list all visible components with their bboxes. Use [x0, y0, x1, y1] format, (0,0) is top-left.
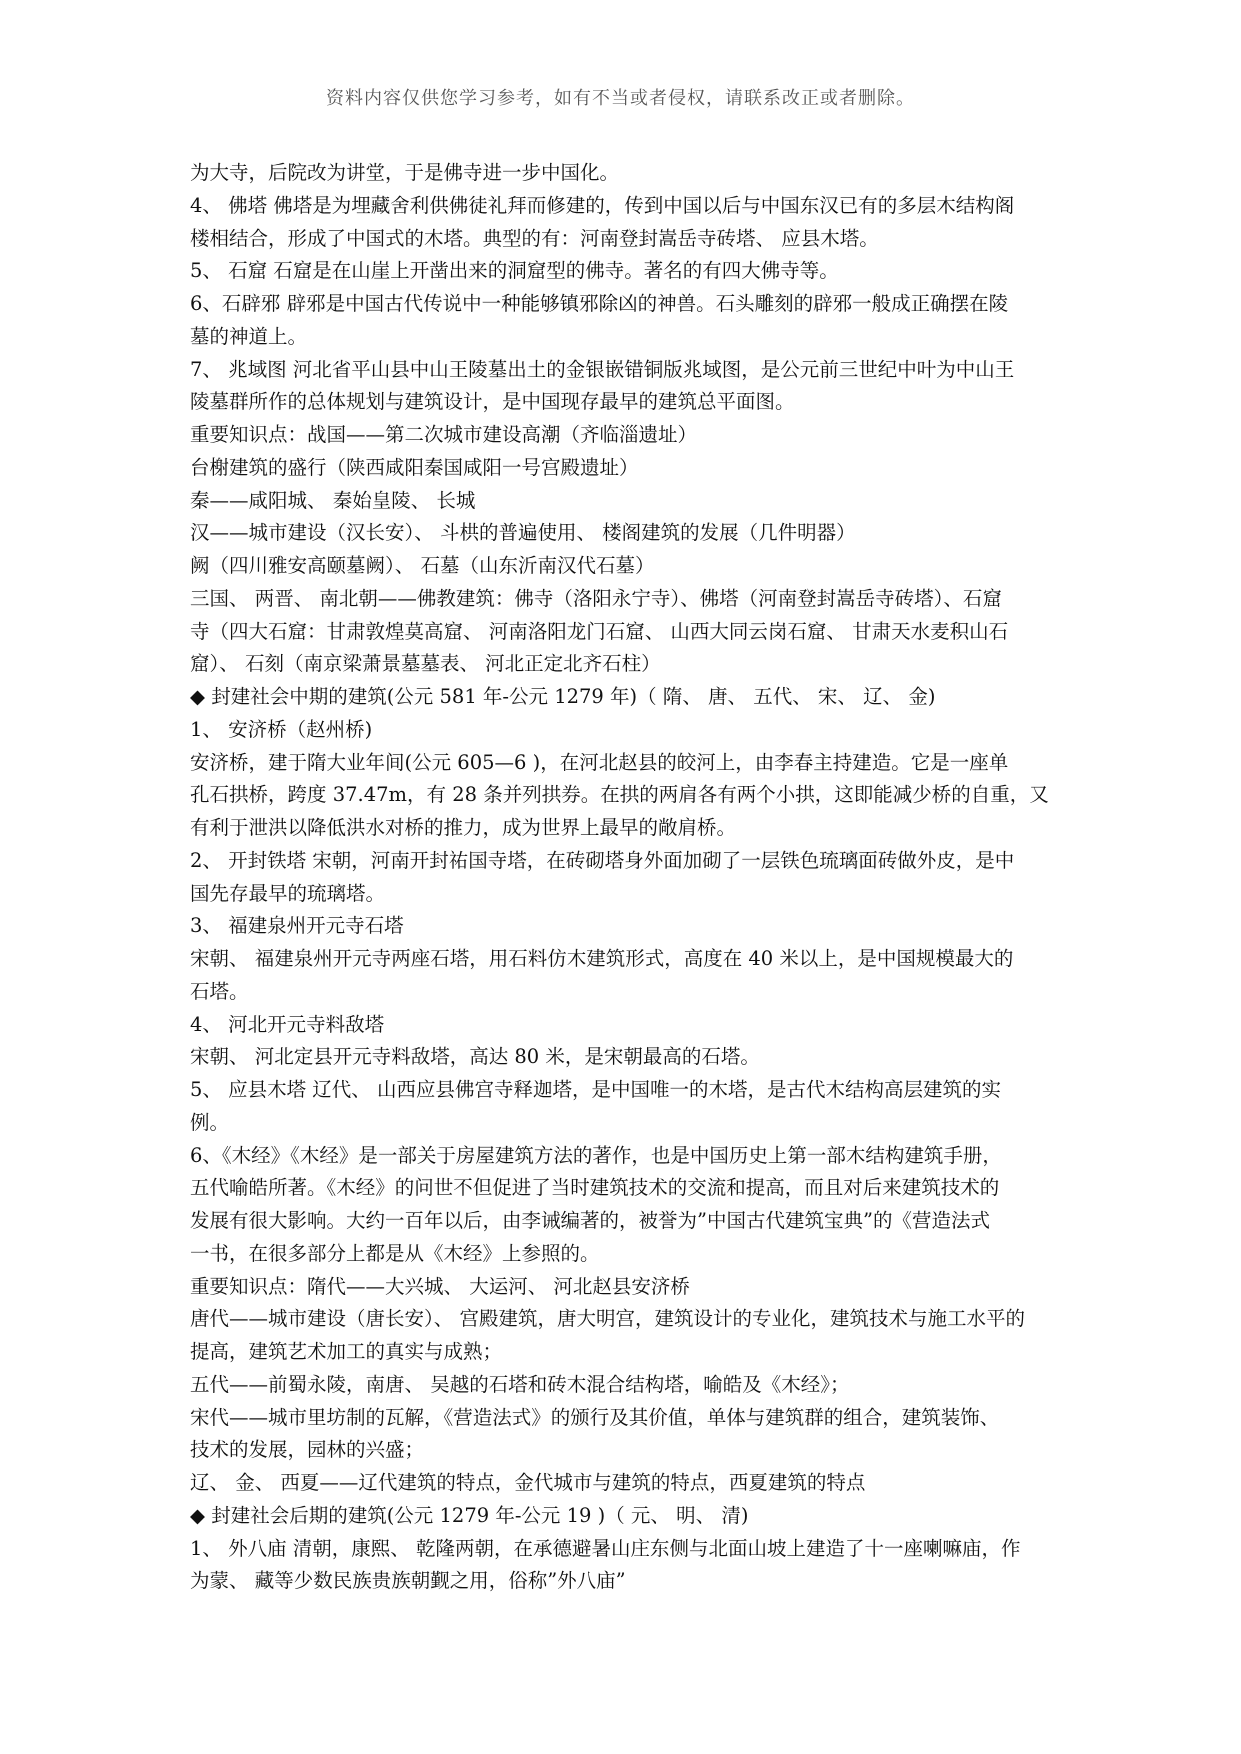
text-line: 为蒙、 藏等少数民族贵族朝觐之用，俗称”外八庙” [190, 1569, 626, 1593]
text-line: 秦——咸阳城、 秦始皇陵、 长城 [190, 488, 476, 512]
text-line: 6、《木经》《木经》是一部关于房屋建筑方法的著作，也是中国历史上第一部木结构建筑手册， [190, 1143, 1002, 1167]
text-line: 宋代——城市里坊制的瓦解，《营造法式》的颁行及其价值，单体与建筑群的组合，建筑装饰、 [190, 1405, 1000, 1429]
text-line: 汉——城市建设（汉长安）、 斗栱的普遍使用、 楼阁建筑的发展（几件明器） [190, 521, 856, 545]
text-line: 楼相结合，形成了中国式的木塔。典型的有：河南登封嵩岳寺砖塔、 应县木塔。 [190, 226, 879, 250]
text-line: 寺（四大石窟：甘肃敦煌莫高窟、 河南洛阳龙门石窟、 山西大同云岗石窟、 甘肃天水麦积山石 [190, 619, 1009, 643]
text-line: 五代喻皓所著。《木经》的问世不但促进了当时建筑技术的交流和提高，而且对后来建筑技术的 [190, 1176, 1000, 1200]
text-line: 为大寺，后院改为讲堂，于是佛寺进一步中国化。 [190, 161, 620, 184]
text-line: 技术的发展，园林的兴盛； [190, 1438, 425, 1462]
text-line: 孔石拱桥，跨度 37.47m，有 28 条并列拱券。在拱的两肩各有两个小拱，这即能减少桥的自重，又 [190, 783, 1049, 807]
text-line: 2、 开封铁塔 宋朝，河南开封祐国寺塔，在砖砌塔身外面加砌了一层铁色琉璃面砖做外皮，是中 [190, 848, 1015, 872]
text-line: 1、 安济桥（赵州桥) [190, 717, 373, 741]
text-line: 五代——前蜀永陵，南唐、 吴越的石塔和砖木混合结构塔，喻皓及《木经》； [190, 1372, 850, 1396]
text-line: 5、 石窟 石窟是在山崖上开凿出来的洞窟型的佛寺。著名的有四大佛寺等。 [190, 259, 839, 283]
text-line: 墓的神道上。 [190, 324, 308, 348]
text-line: 6、石辟邪 辟邪是中国古代传说中一种能够镇邪除凶的神兽。石头雕刻的辟邪一般成正确摆在陵 [190, 292, 1009, 315]
text-line: 宋朝、 河北定县开元寺料敌塔，高达 80 米，是宋朝最高的石塔。 [190, 1045, 760, 1069]
text-line: 阙（四川雅安高颐墓阙）、 石墓（山东沂南汉代石墓） [190, 554, 655, 577]
text-line: 1、 外八庙 清朝，康熙、 乾隆两朝，在承德避暑山庄东侧与北面山坡上建造了十一座喇嘛庙，作 [190, 1536, 1021, 1560]
text-line: 唐代——城市建设（唐长安）、 宫殿建筑，唐大明宫，建筑设计的专业化，建筑技术与施工水平的 [190, 1307, 1025, 1331]
text-line: 例。 [190, 1110, 230, 1134]
text-line: 台榭建筑的盛行（陕西咸阳秦国咸阳一号宫殿遗址） [190, 455, 639, 479]
text-line: 陵墓群所作的总体规划与建筑设计，是中国现存最早的建筑总平面图。 [190, 390, 795, 414]
text-line: 7、 兆域图 河北省平山县中山王陵墓出土的金银嵌错铜版兆域图，是公元前三世纪中叶为中山王 [190, 357, 1015, 381]
text-line: 三国、 两晋、 南北朝——佛教建筑：佛寺（洛阳永宁寺）、佛塔（河南登封嵩岳寺砖塔）、石窟 [190, 586, 1002, 610]
page-header: 资料内容仅供您学习参考，如有不当或者侵权，请联系改正或者删除。 [326, 88, 915, 109]
text-line: ◆ 封建社会中期的建筑(公元 581 年-公元 1279 年)（ 隋、 唐、 五代、 宋、 辽、 金) [190, 685, 936, 708]
text-line: 5、 应县木塔 辽代、 山西应县佛宫寺释迦塔，是中国唯一的木塔，是古代木结构高层建筑的实 [190, 1078, 1002, 1101]
text-line: 重要知识点：战国——第二次城市建设高潮（齐临淄遗址） [190, 423, 698, 446]
text-line: 有利于泄洪以降低洪水对桥的推力，成为世界上最早的敞肩桥。 [190, 816, 737, 839]
text-line: 4、 佛塔 佛塔是为埋藏舍利供佛徒礼拜而修建的，传到中国以后与中国东汉已有的多层木结构阁 [190, 193, 1015, 217]
text-line: 重要知识点：隋代——大兴城、 大运河、 河北赵县安济桥 [190, 1274, 690, 1298]
text-line: 3、 福建泉州开元寺石塔 [190, 914, 404, 938]
text-line: 一书，在很多部分上都是从《木经》上参照的。 [190, 1241, 600, 1265]
document-body [190, 157, 1070, 1598]
text-line: 安济桥，建于隋大业年间(公元 605—6 )，在河北赵县的皎河上，由李春主持建造。它是一座单 [190, 750, 1009, 774]
text-line: ◆ 封建社会后期的建筑(公元 1279 年-公元 19 )（ 元、 明、 清) [190, 1503, 749, 1527]
text-line: 辽、 金、 西夏——辽代建筑的特点，金代城市与建筑的特点，西夏建筑的特点 [190, 1471, 866, 1494]
text-line: 窟）、 石刻（南京梁萧景墓墓表、 河北正定北齐石柱） [190, 652, 661, 676]
text-line: 发展有很大影响。大约一百年以后，由李诫编著的，被誉为”中国古代建筑宝典”的《营造法式 [190, 1209, 990, 1232]
text-line: 提高，建筑艺术加工的真实与成熟； [190, 1340, 503, 1363]
text-line: 国先存最早的琉璃塔。 [190, 881, 386, 905]
text-line: 4、 河北开元寺料敌塔 [190, 1012, 385, 1036]
text-line: 石塔。 [190, 979, 249, 1003]
text-line: 宋朝、 福建泉州开元寺两座石塔，用石料仿木建筑形式，高度在 40 米以上，是中国规模最大的 [190, 947, 1014, 970]
